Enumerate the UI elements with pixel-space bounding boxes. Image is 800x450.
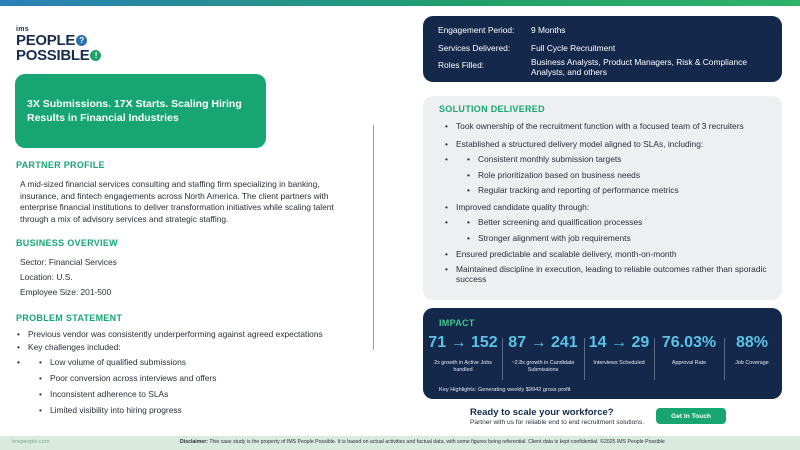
- metric-label: Job Coverage: [735, 360, 769, 366]
- get-in-touch-button[interactable]: Get In Touch: [656, 408, 726, 424]
- list-item: • Improved candidate quality through:: [445, 202, 770, 213]
- metric-label: ~2.8x growth in Candidate Submissions: [511, 360, 575, 373]
- problem-list: [17, 329, 347, 416]
- metric-label: 2x growth in Active Jobs handled: [434, 360, 492, 373]
- hero-title: 3X Submissions. 17X Starts. Scaling Hiring Results in Financial Industries: [27, 98, 242, 124]
- metric-interviews: [585, 334, 653, 367]
- logo-ims: ims: [16, 26, 29, 33]
- list-item: • Regular tracking and reporting of performance metrics: [467, 185, 770, 196]
- solution-list: [445, 121, 770, 285]
- impact-heading: IMPACT: [439, 318, 475, 328]
- business-overview-facts: [20, 255, 117, 299]
- list-item: • Limited visibility into hiring progress: [39, 405, 347, 416]
- metric-label: Interviews Scheduled: [593, 360, 645, 366]
- engagement-card: [423, 16, 782, 82]
- hero-banner: [15, 74, 266, 148]
- cta-title: Ready to scale your workforce?: [470, 407, 614, 418]
- list-item: • Inconsistent adherence to SLAs: [39, 389, 347, 400]
- logo-word-people: PEOPLE: [16, 32, 76, 49]
- solution-heading: SOLUTION DELIVERED: [439, 104, 545, 114]
- list-item: • Poor conversion across interviews and offers: [39, 373, 347, 384]
- list-item: • Stronger alignment with job requirements: [467, 233, 770, 244]
- metric-value: 76.03%: [661, 334, 717, 351]
- business-overview-heading: BUSINESS OVERVIEW: [16, 238, 118, 248]
- list-item: • • Low volume of qualified submissions: [39, 357, 347, 368]
- roles-filled-value: Business Analysts, Product Managers, Risk & Compliance Analysts, and others: [531, 57, 747, 77]
- location-value: Location: U.S.: [20, 271, 73, 282]
- engagement-period-label: Engagement Period:: [438, 25, 515, 35]
- partner-profile-heading: PARTNER PROFILE: [16, 160, 105, 170]
- brand-logo: [16, 26, 101, 63]
- list-item: • Established a structured delivery model aligned to SLAs, including:: [445, 139, 770, 150]
- list-item: • Role prioritization based on business needs: [467, 170, 770, 181]
- footer: [0, 436, 800, 450]
- partner-profile-text: A mid-sized financial services consulting and staffing firm specializing in banking, insurance, and fintech engagements across North America. The client partners with enterprise financial institutions to deliver transformation initiatives while scaling talent through a mix of advisory services and strategic staffing.: [20, 179, 334, 224]
- solution-card: [423, 96, 782, 300]
- sector-value: Sector: Financial Services: [20, 257, 117, 267]
- metric-value: 88%: [735, 334, 769, 351]
- list-item: • Took ownership of the recruitment function with a focused team of 3 recruiters: [445, 121, 770, 132]
- metric-active-jobs: [425, 334, 501, 373]
- employee-size-value: Employee Size: 201-500: [20, 286, 112, 297]
- impact-card: [423, 308, 782, 399]
- metric-value: 14 → 29: [588, 334, 650, 351]
- column-divider: [373, 125, 374, 350]
- website-link[interactable]: imspeople.com: [12, 439, 50, 445]
- problem-statement-heading: PROBLEM STATEMENT: [16, 313, 123, 323]
- list-item: • • Better screening and qualification processes: [467, 217, 770, 228]
- key-highlights: Key Highlights: Generating weekly $9942 gross profit: [439, 387, 571, 393]
- footer-disclaimer: Disclaimer: This case study is the property of IMS People Possible. It is based on actual activities and factual data, with some figures being referential. Client data is kept confidential. ©2025 IMS People Possible: [180, 439, 665, 445]
- cta-subtitle: Partner with us for reliable end to end recruitment solutions.: [470, 419, 645, 426]
- top-accent-bar: [0, 0, 800, 6]
- metric-submissions: [503, 334, 583, 373]
- list-item: • Previous vendor was consistently underperforming against agreed expectations: [17, 329, 347, 340]
- list-item: • Key challenges included:: [17, 342, 347, 353]
- metric-value: 87 → 241: [508, 334, 578, 351]
- list-item: • Maintained discipline in execution, leading to reliable outcomes rather than sporadic success: [445, 264, 770, 285]
- metric-approval-rate: [655, 334, 723, 367]
- roles-filled-label: Roles Filled:: [438, 60, 485, 70]
- question-badge-icon: ?: [76, 35, 87, 46]
- engagement-period-value: 9 Months: [531, 25, 566, 35]
- list-item: • • Consistent monthly submission targets: [467, 154, 770, 165]
- metric-value: 71 → 152: [428, 334, 498, 351]
- metric-job-coverage: [725, 334, 779, 367]
- metric-label: Approval Rate: [671, 360, 707, 366]
- exclamation-badge-icon: !: [90, 50, 101, 61]
- services-delivered-label: Services Delivered:: [438, 43, 511, 53]
- list-item: • Ensured predictable and scalable delivery, month-on-month: [445, 249, 770, 260]
- services-delivered-value: Full Cycle Recruitment: [531, 43, 616, 53]
- logo-word-possible: POSSIBLE: [16, 47, 90, 64]
